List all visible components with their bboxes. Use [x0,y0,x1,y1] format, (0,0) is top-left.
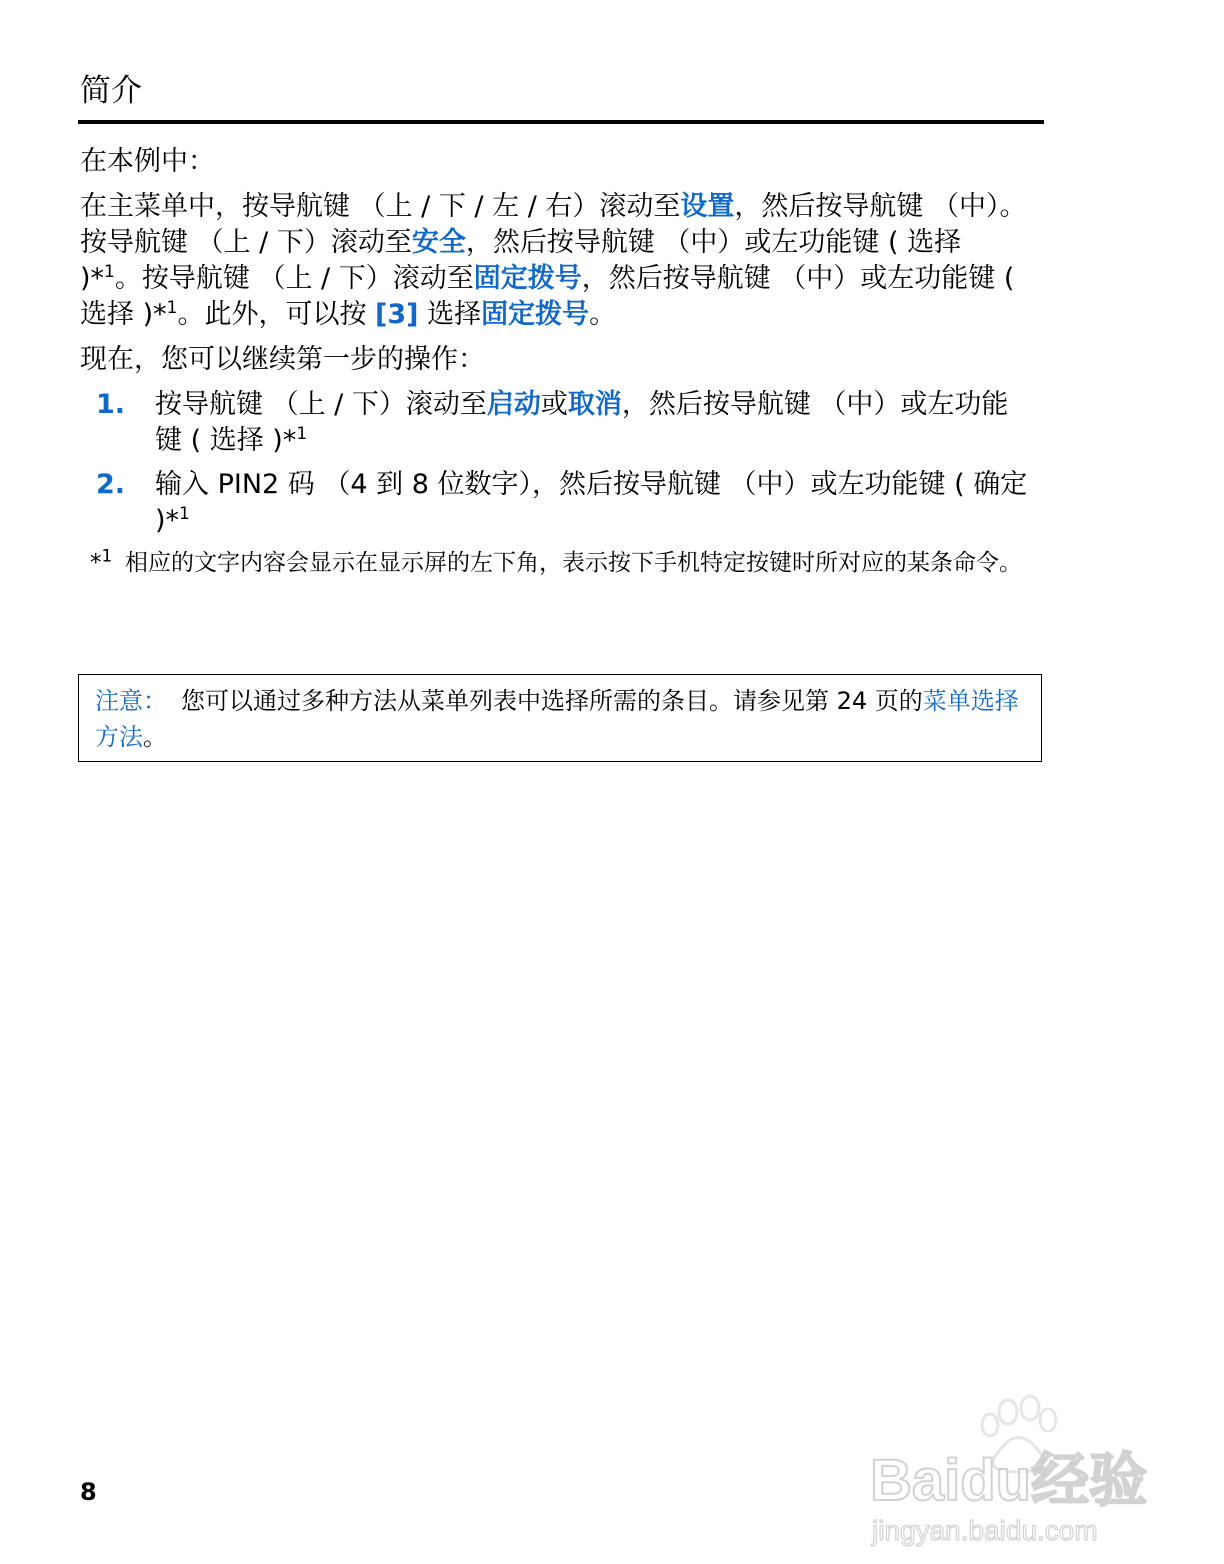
text-run: 。 [589,299,617,330]
footnote-ref: 1 [104,262,115,282]
footnote-ref: 1 [296,424,308,444]
svg-text:jingyan.baidu.com: jingyan.baidu.com [872,1515,1098,1546]
footnote-text: 相应的文字内容会显示在显示屏的左下角，表示按下手机特定按键时所对应的某条命令。 [125,550,1022,576]
text-run: 。此外，可以按 [177,299,376,330]
note-label: 注意： [95,687,167,715]
security-link[interactable]: 安全 [411,227,466,258]
page-number: 8 [80,1478,97,1506]
note-box [78,674,1042,762]
step-item [80,387,1030,459]
intro-text: 在本例中： [80,146,215,177]
baidu-watermark-logo [860,1380,1160,1550]
note-text: 您可以通过多种方法从菜单列表中选择所需的条目。请参见第 24 页的 [181,687,923,715]
cancel-link[interactable]: 取消 [567,389,622,420]
step-number: 2. [96,469,126,500]
text-run: 。按导航键 （上 / 下）滚动至 [114,263,474,294]
footnote-ref: 1 [166,298,178,318]
text-run: ，然后按导航键 （中）或左功能键 ( 选择 )* [80,263,1015,330]
footnote-sup: 1 [101,546,113,567]
continue-text: 现在，您可以继续第一步的操作： [80,344,485,375]
footnote-asterisk: * [90,550,102,576]
fixed-dialing-link-2[interactable]: 固定拨号 [481,299,590,330]
key-3-label: [3] [375,299,419,330]
settings-link[interactable]: 设置 [680,191,735,222]
text-run: 按导航键 （上 / 下）滚动至 [155,389,487,420]
instruction-paragraph [80,189,1030,333]
step-number: 1. [96,389,126,420]
footnote [80,547,1030,580]
text-run: 或 [540,389,568,420]
text-run: ，然后按导航键 （中）。按导航键 （上 / 下）滚动至 [80,191,1027,258]
text-run: 输入 PIN2 码 （4 到 8 位数字），然后按导航键 （中）或左功能键 ( 确定 )* [155,469,1028,536]
fixed-dialing-link[interactable]: 固定拨号 [473,263,582,294]
footnote-ref: 1 [179,504,190,524]
text-run: ，然后按导航键 （中）或左功能键 ( 选择 )* [155,389,1009,456]
start-link[interactable]: 启动 [486,389,541,420]
menu-selection-link[interactable]: 菜单选择方法 [95,687,1019,751]
page-title: 简介 [80,73,142,109]
svg-text:Baidu经验: Baidu经验 [870,1448,1148,1513]
header-rule [78,120,1044,124]
text-run: 在主菜单中，按导航键 （上 / 下 / 左 / 右）滚动至 [80,191,681,222]
text-run: 。 [143,723,167,751]
main-content [80,144,1030,580]
step-item [80,467,1030,539]
text-run: 选择 [418,299,482,330]
text-run: ，然后按导航键 （中）或左功能键 ( 选择 )* [80,227,962,294]
footnote-mark [90,547,112,580]
